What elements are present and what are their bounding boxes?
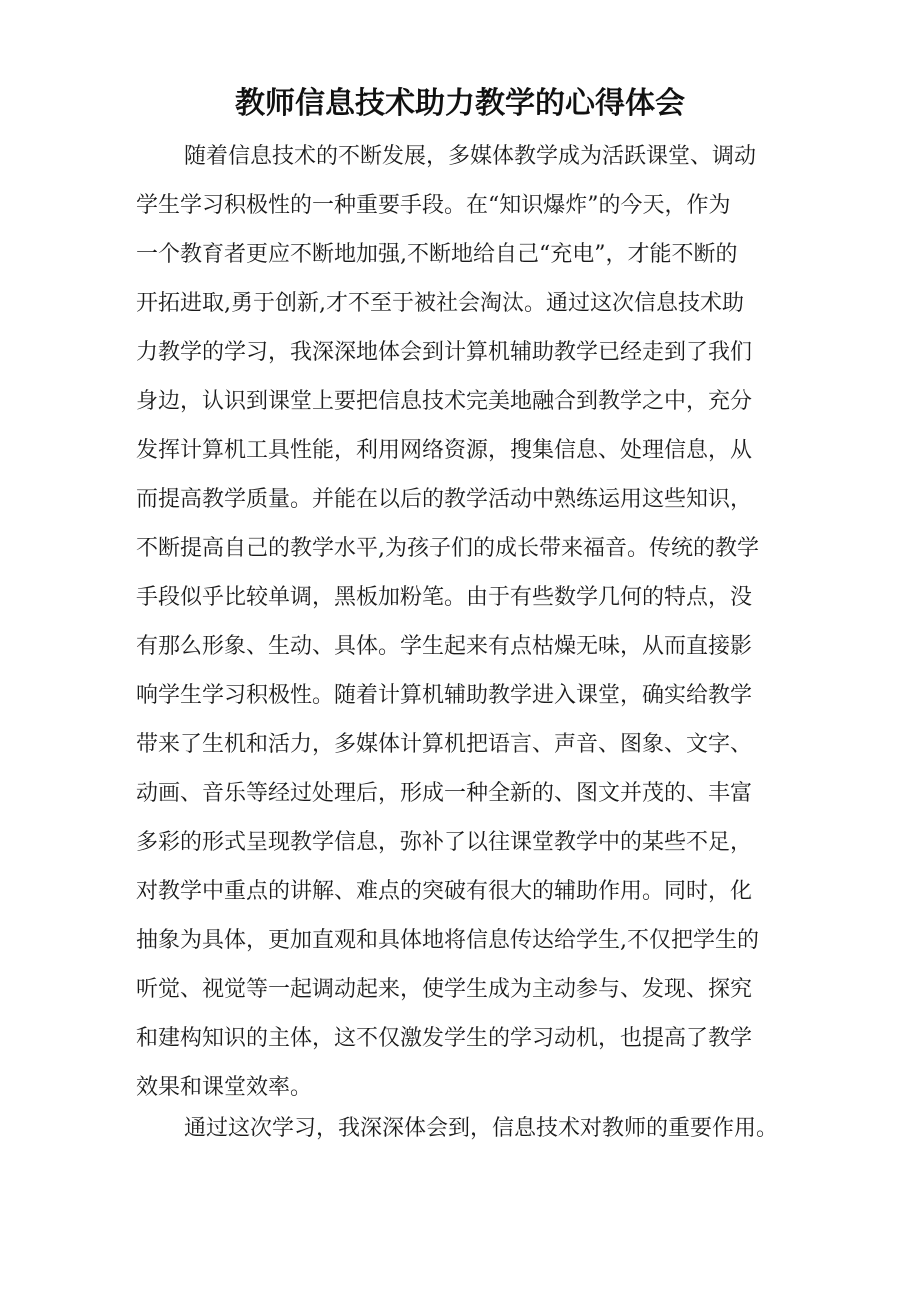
paragraph-1-line-4: 开拓进取,勇于创新,才不至于被社会淘汰。通过这次信息技术助 [136,291,744,316]
paragraph-1-line-15: 多彩的形式呈现教学信息，弥补了以往课堂教学中的某些不足， [136,830,753,855]
paragraph-1-line-3: 一个教育者更应不断地加强,不断地给自己“充电”，才能不断的 [136,242,738,267]
paragraph-1-line-8: 而提高教学质量。并能在以后的教学活动中熟练运用这些知识， [136,487,753,512]
paragraph-1-line-2: 学生学习积极性的一种重要手段。在“知识爆炸”的今天，作为 [136,193,731,218]
paragraph-1-line-12: 响学生学习积极性。随着计算机辅助教学进入课堂，确实给教学 [136,683,753,708]
paragraph-1-line-16: 对教学中重点的讲解、难点的突破有很大的辅助作用。同时，化 [136,879,753,904]
paragraph-1-line-20: 效果和课堂效率。 [136,1075,313,1100]
paragraph-1-line-1: 随着信息技术的不断发展，多媒体教学成为活跃课堂、调动 [184,144,757,169]
paragraph-1-line-17: 抽象为具体，更加直观和具体地将信息传达给学生,不仅把学生的 [136,928,759,953]
paragraph-1-line-18: 听觉、视觉等一起调动起来，使学生成为主动参与、发现、探究 [136,977,753,1002]
paragraph-1-line-13: 带来了生机和活力，多媒体计算机把语言、声音、图象、文字、 [136,732,753,757]
paragraph-1-line-11: 有那么形象、生动、具体。学生起来有点枯燥无味，从而直接影 [136,634,753,659]
paragraph-1-line-9: 不断提高自己的教学水平,为孩子们的成长带来福音。传统的教学 [136,536,759,561]
document-title: 教师信息技术助力教学的心得体会 [235,86,685,121]
paragraph-1-line-5: 力教学的学习，我深深地体会到计算机辅助教学已经走到了我们 [136,340,753,365]
paragraph-1-line-6: 身边，认识到课堂上要把信息技术完美地融合到教学之中，充分 [136,389,753,414]
paragraph-2-line-1: 通过这次学习，我深深体会到，信息技术对教师的重要作用。 [184,1116,779,1141]
paragraph-1-line-10: 手段似乎比较单调，黑板加粉笔。由于有些数学几何的特点，没 [136,585,753,610]
paragraph-1-line-7: 发挥计算机工具性能，利用网络资源，搜集信息、处理信息，从 [136,438,753,463]
paragraph-1-line-19: 和建构知识的主体，这不仅激发学生的学习动机，也提高了教学 [136,1026,753,1051]
paragraph-1-line-14: 动画、音乐等经过处理后，形成一种全新的、图文并茂的、丰富 [136,781,753,806]
